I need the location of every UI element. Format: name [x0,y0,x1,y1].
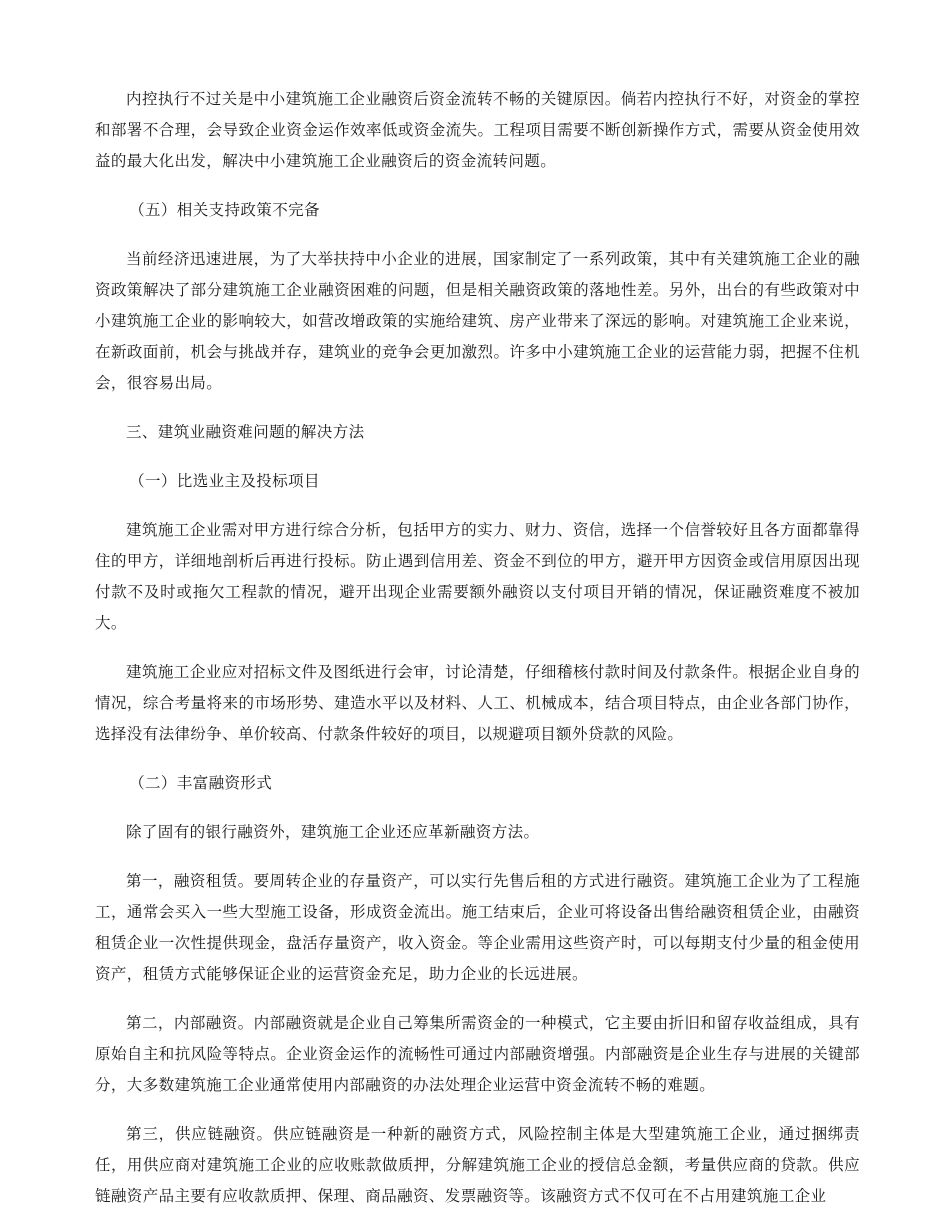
subheading-financing-forms: （二）丰富融资形式 [129,774,273,792]
paragraph-internal-financing: 第二，内部融资。内部融资就是企业自己筹集所需资金的一种模式，它主要由折旧和留存收益组成，具有原始自主和抗风险等特点。企业资金运作的流畅性可通过内部融资增强。内部融资是企业生存与进展的关键部分，大多数建筑施工企业通常使用内部融资的办法处理企业运营中资金流转不畅的难题。 [95,1014,860,1094]
paragraph-owner-analysis: 建筑施工企业需对甲方进行综合分析，包括甲方的实力、财力、资信，选择一个信誉较好且各方面都靠得住的甲方，详细地剖析后再进行投标。防止遇到信用差、资金不到位的甲方，避开甲方因资金或信用原因出现付款不及时或拖欠工程款的情况，避开出现企业需要额外融资以支付项目开销的情况，保证融资难度不被加大。 [95,521,860,632]
section-heading-solutions: 三、建筑业融资难问题的解决方法 [126,423,365,441]
subheading-policy-support: （五）相关支持政策不完备 [129,201,320,219]
paragraph-leasing: 第一，融资租赁。要周转企业的存量资产，可以实行先售后租的方式进行融资。建筑施工企业为了工程施工，通常会买入一些大型施工设备，形成资金流出。施工结束后，企业可将设备出售给融资租赁企业，由融资租赁企业一次性提供现金，盘活存量资产，收入资金。等企业需用这些资产时，可以每期支付少量的租金使用资产，租赁方式能够保证企业的运营资金充足，助力企业的长远进展。 [95,872,860,983]
paragraph-supply-chain: 第三，供应链融资。供应链融资是一种新的融资方式，风险控制主体是大型建筑施工企业，通过捆绑责任，用供应商对建筑施工企业的应收账款做质押，分解建筑施工企业的授信总金额，考量供应商的贷款。供应链融资产品主要有应收款质押、保理、商品融资、发票融资等。该融资方式不仅可在不占用建筑施工企业 [95,1125,860,1205]
paragraph-policy-support: 当前经济迅速进展，为了大举扶持中小企业的进展，国家制定了一系列政策，其中有关建筑施工企业的融资政策解决了部分建筑施工企业融资困难的问题，但是相关融资政策的落地性差。另外，出台的有些政策对中小建筑施工企业的影响较大，如营改增政策的实施给建筑、房产业带来了深远的影响。对建筑施工企业来说，在新政面前，机会与挑战并存，建筑业的竞争会更加激烈。许多中小建筑施工企业的运营能力弱，把握不住机会，很容易出局。 [95,250,860,392]
subheading-select-owner: （一）比选业主及投标项目 [129,472,320,490]
paragraph-tender-review: 建筑施工企业应对招标文件及图纸进行会审，讨论清楚，仔细稽核付款时间及付款条件。根据企业自身的情况，综合考量将来的市场形势、建造水平以及材料、人工、机械成本，结合项目特点，由企业各部门协作，选择没有法律纷争、单价较高、付款条件较好的项目，以规避项目额外贷款的风险。 [95,663,860,743]
paragraph-internal-control: 内控执行不过关是中小建筑施工企业融资后资金流转不畅的关键原因。倘若内控执行不好，对资金的掌控和部署不合理，会导致企业资金运作效率低或资金流失。工程项目需要不断创新操作方式，需要从资金使用效益的最大化出发，解决中小建筑施工企业融资后的资金流转问题。 [95,90,860,170]
paragraph-financing-intro: 除了固有的银行融资外，建筑施工企业还应革新融资方法。 [126,823,540,841]
document-body [95,84,860,1230]
